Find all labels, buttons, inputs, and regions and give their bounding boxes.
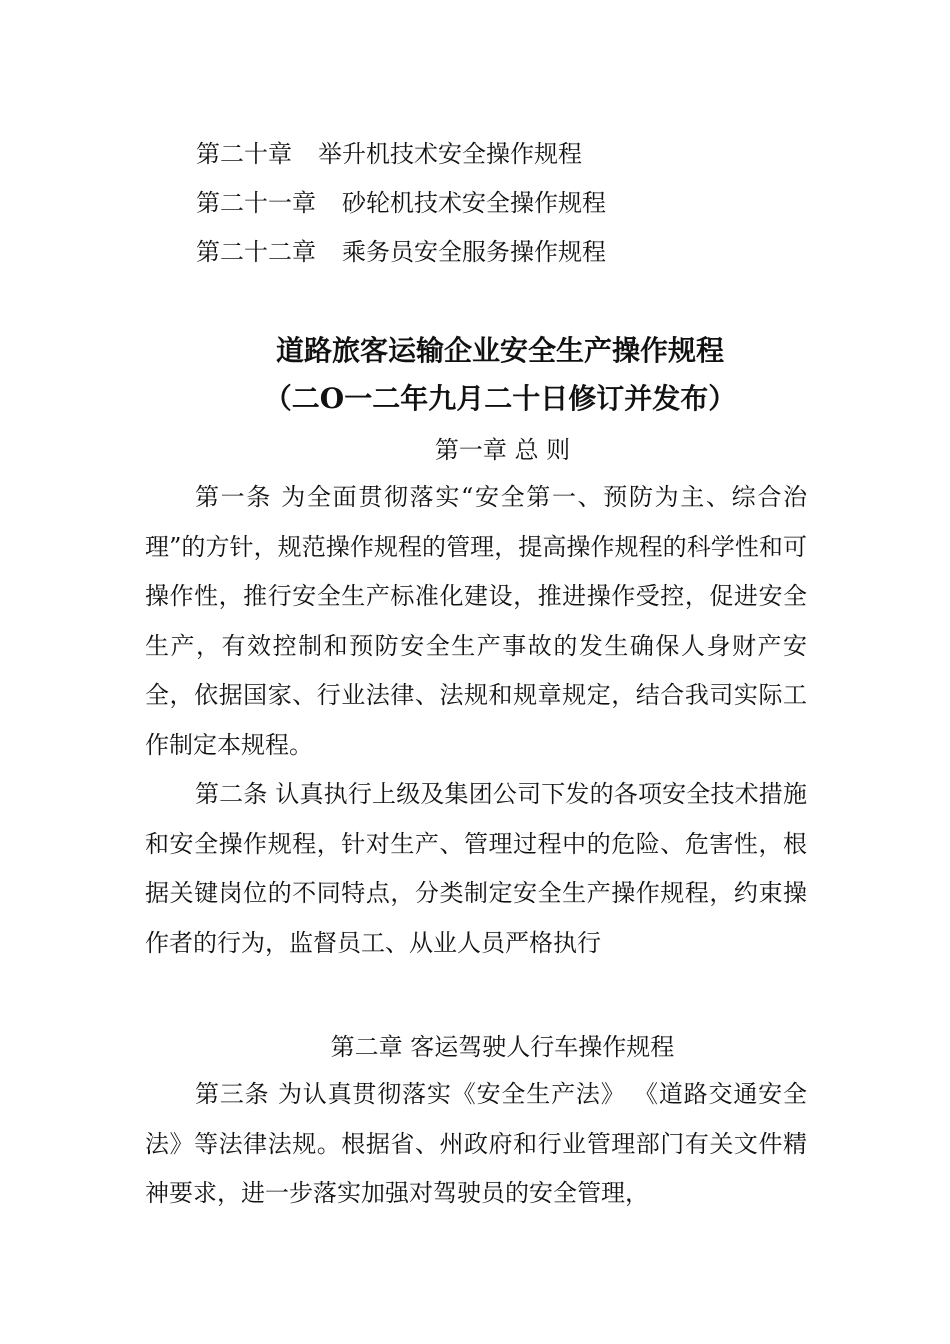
toc-entry [196,228,836,277]
article-paragraph: 第二条 认真执行上级及集团公司下发的各项安全技术措施和安全操作规程，针对生产、管理过程中的危险、危害性，根据关键岗位的不同特点，分类制定安全生产操作规程，约束操作者的行为，监督员工、从业人员严格执行 [145,780,807,957]
toc-chapter-number: 第二十二章 [196,238,316,266]
article-paragraph: 第三条 为认真贯彻落实《安全生产法》 《道路交通安全法》等法律法规。根据省、州政府和行业管理部门有关文件精神要求，进一步落实加强对驾驶员的安全管理， [145,1080,807,1208]
toc-chapter-title: 举升机技术安全操作规程 [318,140,582,168]
toc-chapter-number: 第二十一章 [196,189,316,217]
document-title: 道路旅客运输企业安全生产操作规程 [275,334,724,367]
table-of-contents [196,130,836,277]
chapter-heading: 第一章 总 则 [434,436,571,464]
article-paragraph: 第一条 为全面贯彻落实“安全第一、预防为主、综合治理”的方针，规范操作规程的管理，提高操作规程的科学性和可操作性，推行安全生产标准化建设，推进操作受控，促进安全生产，有效控制和预防安全生产事故的发生确保人身财产安全，依据国家、行业法律、法规和规章规定，结合我司实际工作制定本规程。 [145,483,807,759]
chapter-heading: 第二章 客运驾驶人行车操作规程 [330,1033,675,1061]
document-subtitle: （二O一二年九月二十日修订并发布） [263,382,737,415]
toc-chapter-title: 砂轮机技术安全操作规程 [342,189,606,217]
toc-entry [196,130,836,179]
toc-entry [196,179,836,228]
toc-chapter-number: 第二十章 [196,140,292,168]
toc-chapter-title: 乘务员安全服务操作规程 [342,238,606,266]
